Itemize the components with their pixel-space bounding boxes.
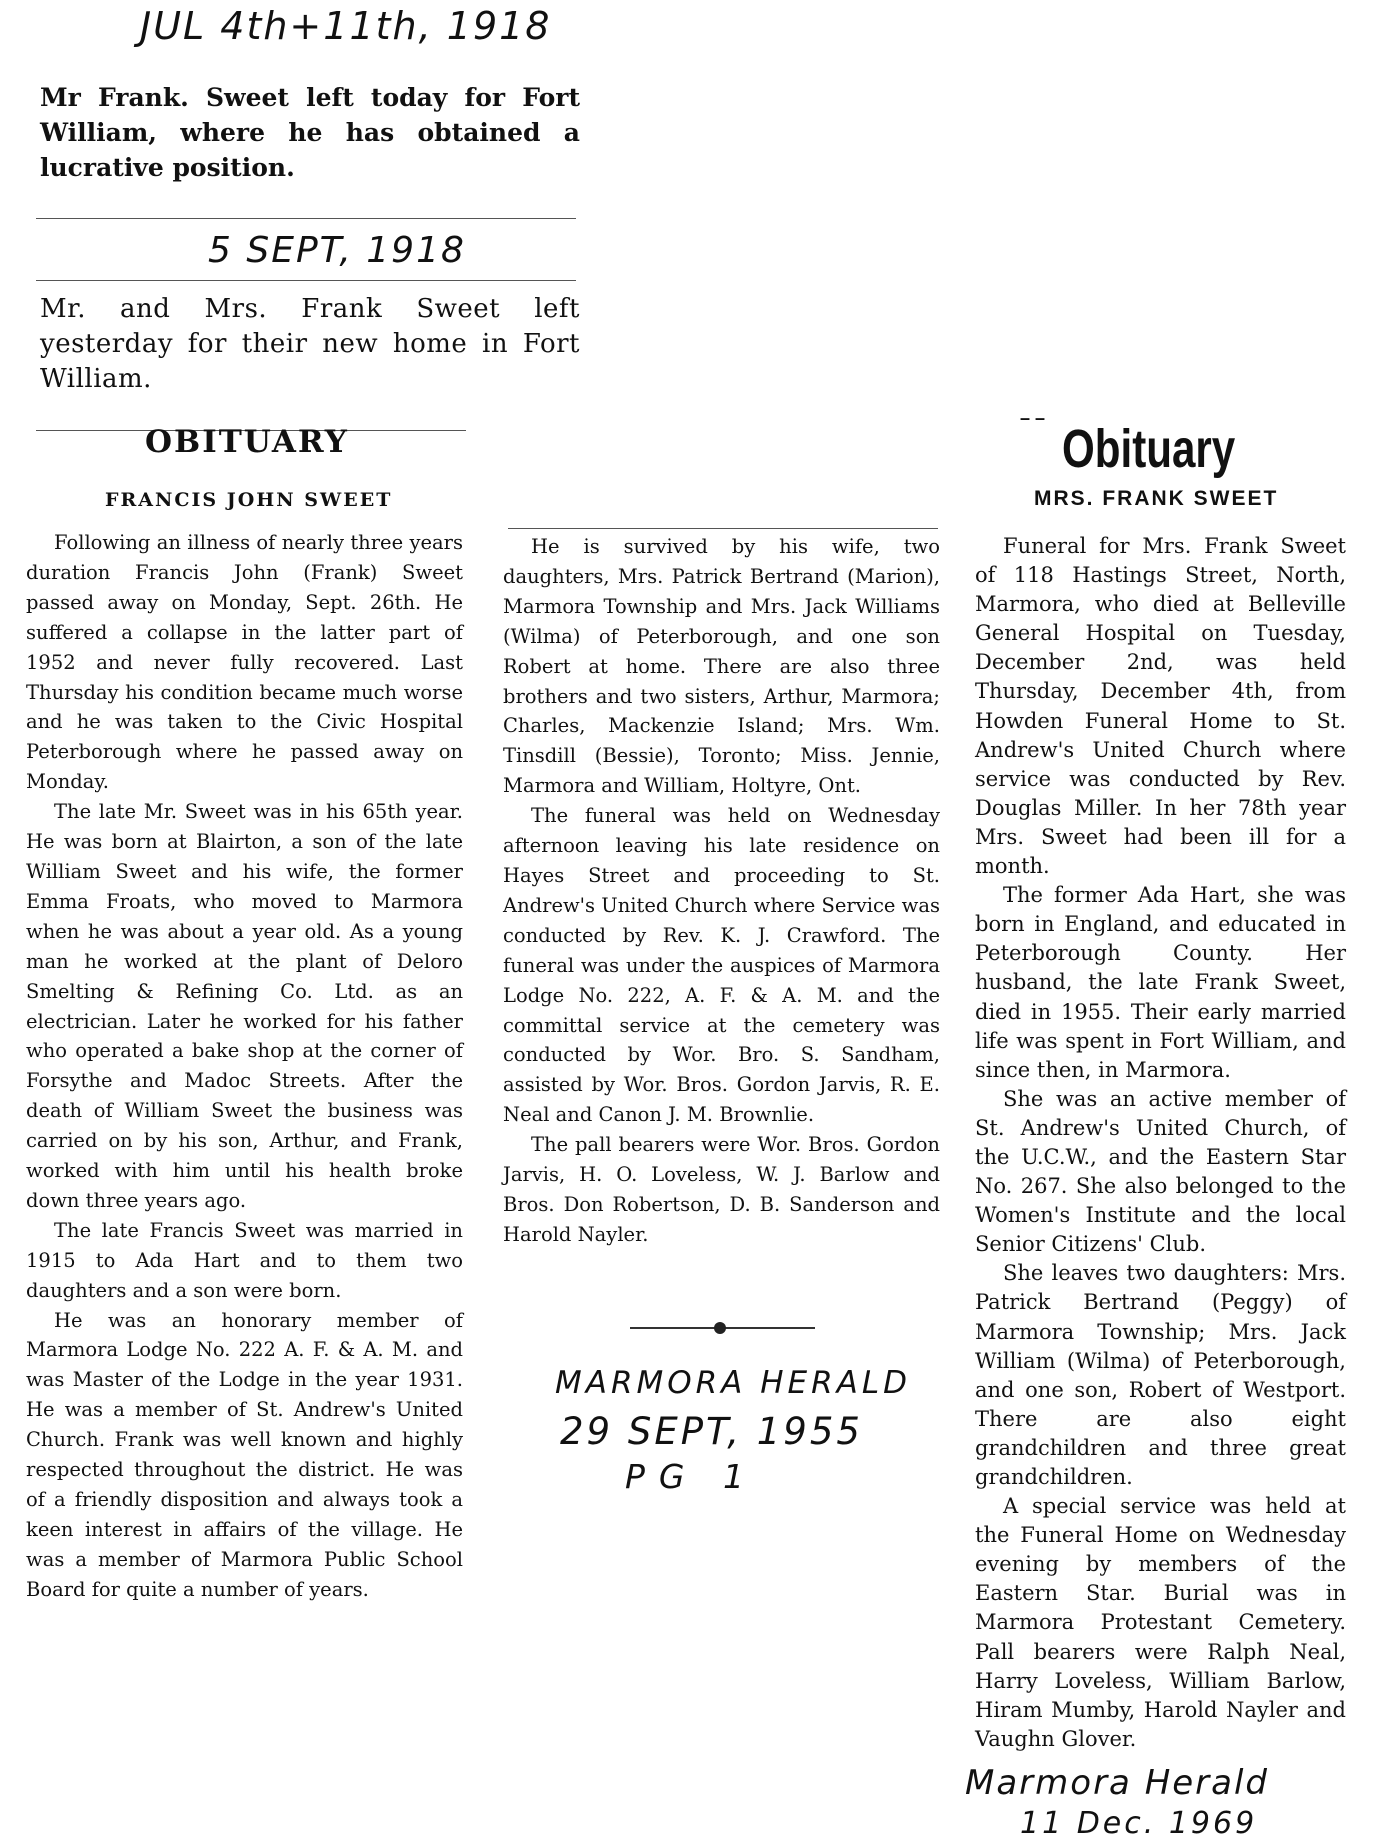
clipping-2-text: Mr. and Mrs. Frank Sweet left yesterday for their new home in Fort William.: [40, 294, 580, 394]
obituary-1-paragraph: He was an honorary member of Marmora Lodge No. 222 A. F. & A. M. and was Master of the Lodge in the year 1931. He was a member of St. Andrew's United Church. Frank was well known and highly respected throughout the district. He was of a friendly disposition and always took a keen interest in affairs of the village. He was a member of Marmora Public School Board for quite a number of years.: [26, 1308, 463, 1601]
obituary-2-column: [975, 532, 1346, 1754]
end-ornament-dot: [714, 1322, 726, 1334]
obituary-1-column-2: [503, 532, 940, 1250]
obituary-1-column-1: [26, 528, 463, 1605]
obituary-1-source-line-2: 29 SEPT, 1955: [560, 1410, 863, 1453]
obituary-2-paragraph: A special service was held at the Funeral Home on Wednesday evening by members of the Eastern Star. Burial was in Marmora Protestant Cemetery. Pall bearers were Ralph Neal, Harry Loveless, William Barlow, Hiram Mumby, Harold Nayler and Vaughn Glover.: [975, 1494, 1346, 1751]
obituary-1-paragraph: The late Mr. Sweet was in his 65th year. He was born at Blairton, a son of the late William Sweet and his wife, the former Emma Froats, who moved to Marmora when he was about a year old. As a young man he worked at the plant of Deloro Smelting & Refining Co. Ltd. as an electrician. Later he worked for his father who operated a bake shop at the corner of Forsythe and Madoc Streets. After the death of William Sweet the business was carried on by his son, Arthur, and Frank, worked with him until his health broke down three years ago.: [26, 800, 463, 1212]
obituary-1-heading: OBITUARY: [145, 424, 349, 460]
divider-2: [36, 280, 576, 281]
obituary-2-name: MRS. FRANK SWEET: [1034, 487, 1279, 510]
obituary-2-paragraph: The former Ada Hart, she was born in England, and educated in Peterborough County. Her husband, the late Frank Sweet, died in 1955. Their early married life was spent in Fort William, and since then, in Marmora.: [975, 883, 1346, 1082]
obituary-1-source-line-3: PG 1: [625, 1457, 758, 1496]
obituary-1-source-line-1: MARMORA HERALD: [555, 1365, 912, 1401]
obituary-1-paragraph: The pall bearers were Wor. Bros. Gordon Jarvis, H. O. Loveless, W. J. Barlow and Bros. Don Robertson, D. B. Sanderson and Harold Nayler.: [503, 1133, 940, 1246]
obituary-2-source-line-1: Marmora Herald: [965, 1763, 1270, 1803]
obituary-2-paragraph: She leaves two daughters: Mrs. Patrick Bertrand (Peggy) of Marmora Township; Mrs. Jack William (Wilma) of Peterborough, and one son, Robert of Westport. There are also eight grandchildren and three great grandchildren.: [975, 1261, 1346, 1489]
divider-1: [36, 218, 576, 219]
obituary-1-paragraph: The late Francis Sweet was married in 1915 to Ada Hart and to them two daughters and a son were born.: [26, 1218, 463, 1302]
obituary-2-heading: Obituary: [1062, 419, 1236, 479]
clipping-1-text: Mr Frank. Sweet left today for Fort William, where he has obtained a lucrative position.: [40, 83, 580, 182]
obituary-2-dash: – –: [1020, 408, 1046, 428]
clipping-1-date: JUL 4th+11th, 1918: [140, 4, 552, 48]
obituary-2-paragraph: Funeral for Mrs. Frank Sweet of 118 Hastings Street, North, Marmora, who died at Belleville General Hospital on Tuesday, December 2nd, was held Thursday, December 4th, from Howden Funeral Home to St. Andrew's United Church where service was conducted by Rev. Douglas Miller. In her 78th year Mrs. Sweet had been ill for a month.: [975, 534, 1346, 879]
obituary-2-paragraph: She was an active member of St. Andrew's United Church, of the U.C.W., and the Eastern Star No. 267. She also belonged to the Women's Institute and the local Senior Citizens' Club.: [975, 1086, 1346, 1257]
obituary-2-source-line-2: 11 Dec. 1969: [1020, 1806, 1258, 1841]
obituary-1-name: FRANCIS JOHN SWEET: [105, 489, 393, 511]
obituary-1-paragraph: The funeral was held on Wednesday afternoon leaving his late residence on Hayes Street and proceeding to St. Andrew's United Church where Service was conducted by Rev. K. J. Crawford. The funeral was under the auspices of Marmora Lodge No. 222, A. F. & A. M. and the committal service at the cemetery was conducted by Wor. Bro. S. Sandham, assisted by Wor. Bros. Gordon Jarvis, R. E. Neal and Canon J. M. Brownlie.: [503, 804, 940, 1127]
obituary-1-paragraph: He is survived by his wife, two daughters, Mrs. Patrick Bertrand (Marion), Marmora Township and Mrs. Jack Williams (Wilma) of Peterborough, and one son Robert at home. There are also three brothers and two sisters, Arthur, Marmora; Charles, Mackenzie Island; Mrs. Wm. Tinsdill (Bessie), Toronto; Miss. Jennie, Marmora and William, Holtyre, Ont.: [503, 535, 940, 798]
clipping-2-date: 5 SEPT, 1918: [208, 230, 466, 271]
column-2-top-rule: [508, 528, 938, 529]
obituary-1-paragraph: Following an illness of nearly three years duration Francis John (Frank) Sweet passed away on Monday, Sept. 26th. He suffered a collapse in the latter part of 1952 and never fully recovered. Last Thursday his condition became much worse and he was taken to the Civic Hospital Peterborough where he passed away on Monday.: [26, 531, 463, 794]
